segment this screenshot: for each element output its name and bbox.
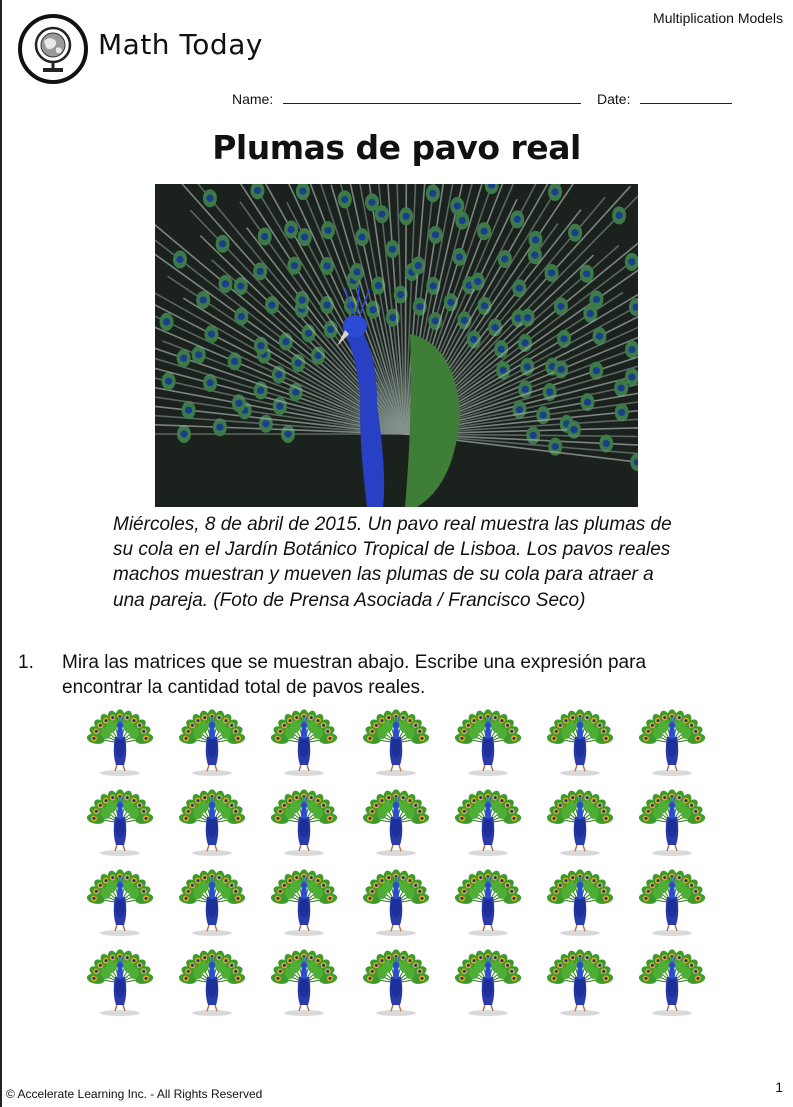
photo-caption: Miércoles, 8 de abril de 2015. Un pavo real muestra las plumas de su cola en el Jardín Botánico Tropical de Lisboa. Los pavos reales machos muestran y mueven las plumas de su cola para atraer a una pareja. (Foto de Prensa Asociada / Francisco Seco) xyxy=(113,514,672,611)
date-label: Date: xyxy=(597,91,631,107)
peacock-icon xyxy=(178,709,246,776)
peacock-array xyxy=(78,705,718,1025)
peacock-icon xyxy=(546,949,614,1016)
page-number: 1 xyxy=(775,1079,783,1095)
peacock-icon xyxy=(362,709,430,776)
peacock-icon xyxy=(270,869,338,936)
name-field[interactable] xyxy=(283,92,581,104)
peacock-icon xyxy=(178,869,246,936)
peacock-icon xyxy=(362,789,430,856)
peacock-icon xyxy=(270,949,338,1016)
peacock-icon xyxy=(86,709,154,776)
peacock-icon xyxy=(362,869,430,936)
globe-icon xyxy=(18,14,88,84)
peacock-icon xyxy=(638,869,706,936)
name-label: Name: xyxy=(232,91,274,107)
peacock-icon xyxy=(454,709,522,776)
article-title: Plumas de pavo real xyxy=(212,128,581,167)
date-field[interactable] xyxy=(640,92,732,104)
peacock-icon xyxy=(546,709,614,776)
name-date-row xyxy=(232,91,732,107)
peacock-icon xyxy=(86,949,154,1016)
peacock-icon xyxy=(270,709,338,776)
peacock-icon xyxy=(178,949,246,1016)
peacock-icon xyxy=(362,949,430,1016)
brand-name: Math Today xyxy=(98,28,263,61)
section-label: Multiplication Models xyxy=(653,10,783,26)
peacock-icon xyxy=(86,869,154,936)
question-number: 1. xyxy=(18,652,34,673)
peacock-icon xyxy=(638,949,706,1016)
copyright: © Accelerate Learning Inc. - All Rights Reserved xyxy=(6,1087,263,1101)
peacock-icon xyxy=(86,789,154,856)
peacock-icon xyxy=(454,949,522,1016)
peacock-icon xyxy=(546,789,614,856)
peacock-icon xyxy=(178,789,246,856)
peacock-icon xyxy=(638,709,706,776)
question-text: Mira las matrices que se muestran abajo. Escribe una expresión para encontrar la cantidad total de pavos reales. xyxy=(62,652,647,698)
peacock-icon xyxy=(546,869,614,936)
peacock-icon xyxy=(454,869,522,936)
peacock-photo xyxy=(155,184,638,507)
peacock-icon xyxy=(270,789,338,856)
peacock-icon xyxy=(454,789,522,856)
peacock-icon xyxy=(638,789,706,856)
